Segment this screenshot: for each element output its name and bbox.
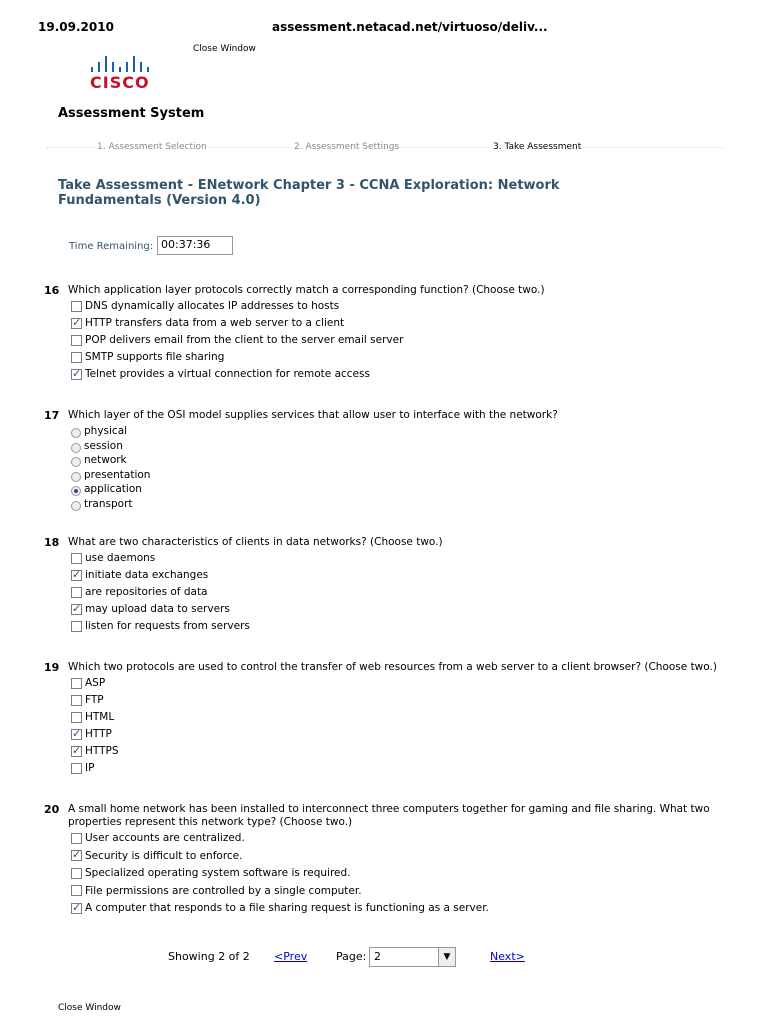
- question-number: 18: [44, 536, 60, 549]
- checkbox[interactable]: [71, 695, 82, 706]
- checkbox[interactable]: [71, 903, 82, 914]
- option-label: HTTP: [85, 728, 112, 740]
- checkbox-option[interactable]: [71, 676, 105, 690]
- option-label: POP delivers email from the client to the server email server: [85, 334, 404, 346]
- radio-option[interactable]: [71, 439, 123, 453]
- checkbox[interactable]: [71, 763, 82, 774]
- checkbox-option[interactable]: [71, 367, 370, 381]
- checkbox[interactable]: [71, 712, 82, 723]
- cisco-logo: [88, 52, 152, 92]
- time-remaining-field: 00:37:36: [157, 236, 233, 255]
- checkbox-option[interactable]: [71, 849, 243, 863]
- print-date: 19.09.2010: [38, 20, 114, 34]
- option-label: may upload data to servers: [85, 603, 230, 615]
- step-take-assessment: 3. Take Assessment: [493, 142, 582, 152]
- checkbox[interactable]: [71, 729, 82, 740]
- option-label: IP: [85, 762, 95, 774]
- option-label: Specialized operating system software is required.: [85, 867, 351, 879]
- radio-button[interactable]: [71, 457, 81, 467]
- checkbox[interactable]: [71, 352, 82, 363]
- checkbox-option[interactable]: [71, 585, 208, 599]
- page-title: Take Assessment - ENetwork Chapter 3 - CCNA Exploration: Network Fundamentals (Version 4.0): [58, 178, 560, 208]
- option-label: HTTP transfers data from a web server to a client: [85, 317, 345, 329]
- checkbox-option[interactable]: [71, 602, 230, 616]
- checkbox[interactable]: [71, 335, 82, 346]
- checkbox[interactable]: [71, 570, 82, 581]
- checkbox-option[interactable]: [71, 316, 344, 330]
- option-label: Security is difficult to enforce.: [85, 849, 243, 862]
- option-label: Telnet provides a virtual connection for remote access: [85, 368, 370, 380]
- checkbox[interactable]: [71, 587, 82, 598]
- checkbox[interactable]: [71, 746, 82, 757]
- question-text: A small home network has been installed to interconnect three computers together for gaming and file sharing. What two properties represent this network type? (Choose two.): [68, 803, 710, 828]
- option-label: network: [84, 454, 127, 467]
- checkbox[interactable]: [71, 369, 82, 380]
- question-text: Which two protocols are used to control the transfer of web resources from a web server to a client browser? (Choose two.): [68, 661, 717, 673]
- option-label: physical: [84, 425, 128, 437]
- checkbox-option[interactable]: [71, 831, 245, 845]
- radio-option[interactable]: [71, 497, 133, 511]
- checkbox-option[interactable]: [71, 568, 208, 582]
- radio-option[interactable]: [71, 453, 127, 467]
- checkbox-option[interactable]: [71, 710, 114, 724]
- next-link[interactable]: Next>: [490, 950, 525, 963]
- option-label: SMTP supports file sharing: [85, 351, 225, 363]
- option-label: DNS dynamically allocates IP addresses to hosts: [85, 300, 340, 312]
- checkbox[interactable]: [71, 604, 82, 615]
- option-label: File permissions are controlled by a single computer.: [85, 884, 362, 897]
- checkbox[interactable]: [71, 553, 82, 564]
- checkbox-option[interactable]: [71, 884, 362, 898]
- page-select[interactable]: [369, 947, 456, 967]
- checkbox-option[interactable]: [71, 693, 104, 707]
- radio-button[interactable]: [71, 428, 81, 438]
- radio-button[interactable]: [71, 486, 81, 496]
- option-label: FTP: [85, 694, 104, 706]
- option-label: presentation: [84, 468, 151, 481]
- checkbox-option[interactable]: [71, 901, 489, 915]
- page-label: Page:: [336, 950, 367, 963]
- dropdown-arrow-icon[interactable]: ▼: [438, 948, 455, 966]
- system-title: Assessment System: [58, 106, 205, 121]
- option-label: HTML: [85, 711, 115, 723]
- radio-option[interactable]: [71, 424, 127, 438]
- radio-option[interactable]: [71, 482, 142, 496]
- option-label: session: [84, 439, 123, 452]
- question-text: Which application layer protocols correctly match a corresponding function? (Choose two.): [68, 284, 545, 296]
- question-text: What are two characteristics of clients in data networks? (Choose two.): [68, 536, 443, 548]
- checkbox-option[interactable]: [71, 761, 94, 775]
- checkbox[interactable]: [71, 850, 82, 861]
- question-number: 16: [44, 284, 60, 297]
- checkbox[interactable]: [71, 678, 82, 689]
- cisco-bars-icon: [88, 52, 152, 72]
- checkbox-option[interactable]: [71, 299, 339, 313]
- checkbox-option[interactable]: [71, 333, 403, 347]
- checkbox-option[interactable]: [71, 551, 155, 565]
- page-select-value: 2: [374, 950, 381, 963]
- question-number: 20: [44, 803, 60, 816]
- question-text: Which layer of the OSI model supplies services that allow user to interface with the network?: [68, 409, 558, 421]
- checkbox-option[interactable]: [71, 619, 250, 633]
- step-assessment-selection: 1. Assessment Selection: [97, 142, 207, 152]
- showing-count: Showing 2 of 2: [168, 950, 250, 963]
- checkbox[interactable]: [71, 868, 82, 879]
- checkbox[interactable]: [71, 318, 82, 329]
- step-assessment-settings: 2. Assessment Settings: [294, 142, 400, 152]
- option-label: HTTPS: [85, 745, 119, 757]
- close-window-link-top[interactable]: Close Window: [193, 44, 256, 54]
- print-url: assessment.netacad.net/virtuoso/deliv...: [272, 20, 548, 34]
- question-number: 19: [44, 661, 60, 674]
- option-label: application: [84, 483, 142, 496]
- checkbox-option[interactable]: [71, 350, 224, 364]
- checkbox[interactable]: [71, 833, 82, 844]
- radio-button[interactable]: [71, 443, 81, 453]
- option-label: initiate data exchanges: [85, 569, 209, 581]
- question-number: 17: [44, 409, 60, 422]
- option-label: use daemons: [85, 552, 156, 564]
- time-remaining-label: Time Remaining:: [69, 241, 154, 252]
- checkbox[interactable]: [71, 885, 82, 896]
- option-label: ASP: [85, 677, 106, 689]
- option-label: A computer that responds to a file sharing request is functioning as a server.: [85, 902, 489, 914]
- option-label: listen for requests from servers: [85, 620, 250, 632]
- checkbox[interactable]: [71, 621, 82, 632]
- checkbox-option[interactable]: [71, 727, 112, 741]
- checkbox-option[interactable]: [71, 866, 351, 880]
- cisco-logo-text: CISCO: [90, 73, 150, 92]
- radio-button[interactable]: [71, 501, 81, 511]
- checkbox-option[interactable]: [71, 744, 119, 758]
- radio-option[interactable]: [71, 468, 150, 482]
- option-label: are repositories of data: [85, 586, 208, 598]
- close-window-link-bottom[interactable]: Close Window: [58, 1003, 121, 1013]
- prev-link[interactable]: <Prev: [274, 950, 308, 963]
- checkbox[interactable]: [71, 301, 82, 312]
- option-label: User accounts are centralized.: [85, 832, 245, 844]
- option-label: transport: [84, 498, 133, 510]
- radio-button[interactable]: [71, 472, 81, 482]
